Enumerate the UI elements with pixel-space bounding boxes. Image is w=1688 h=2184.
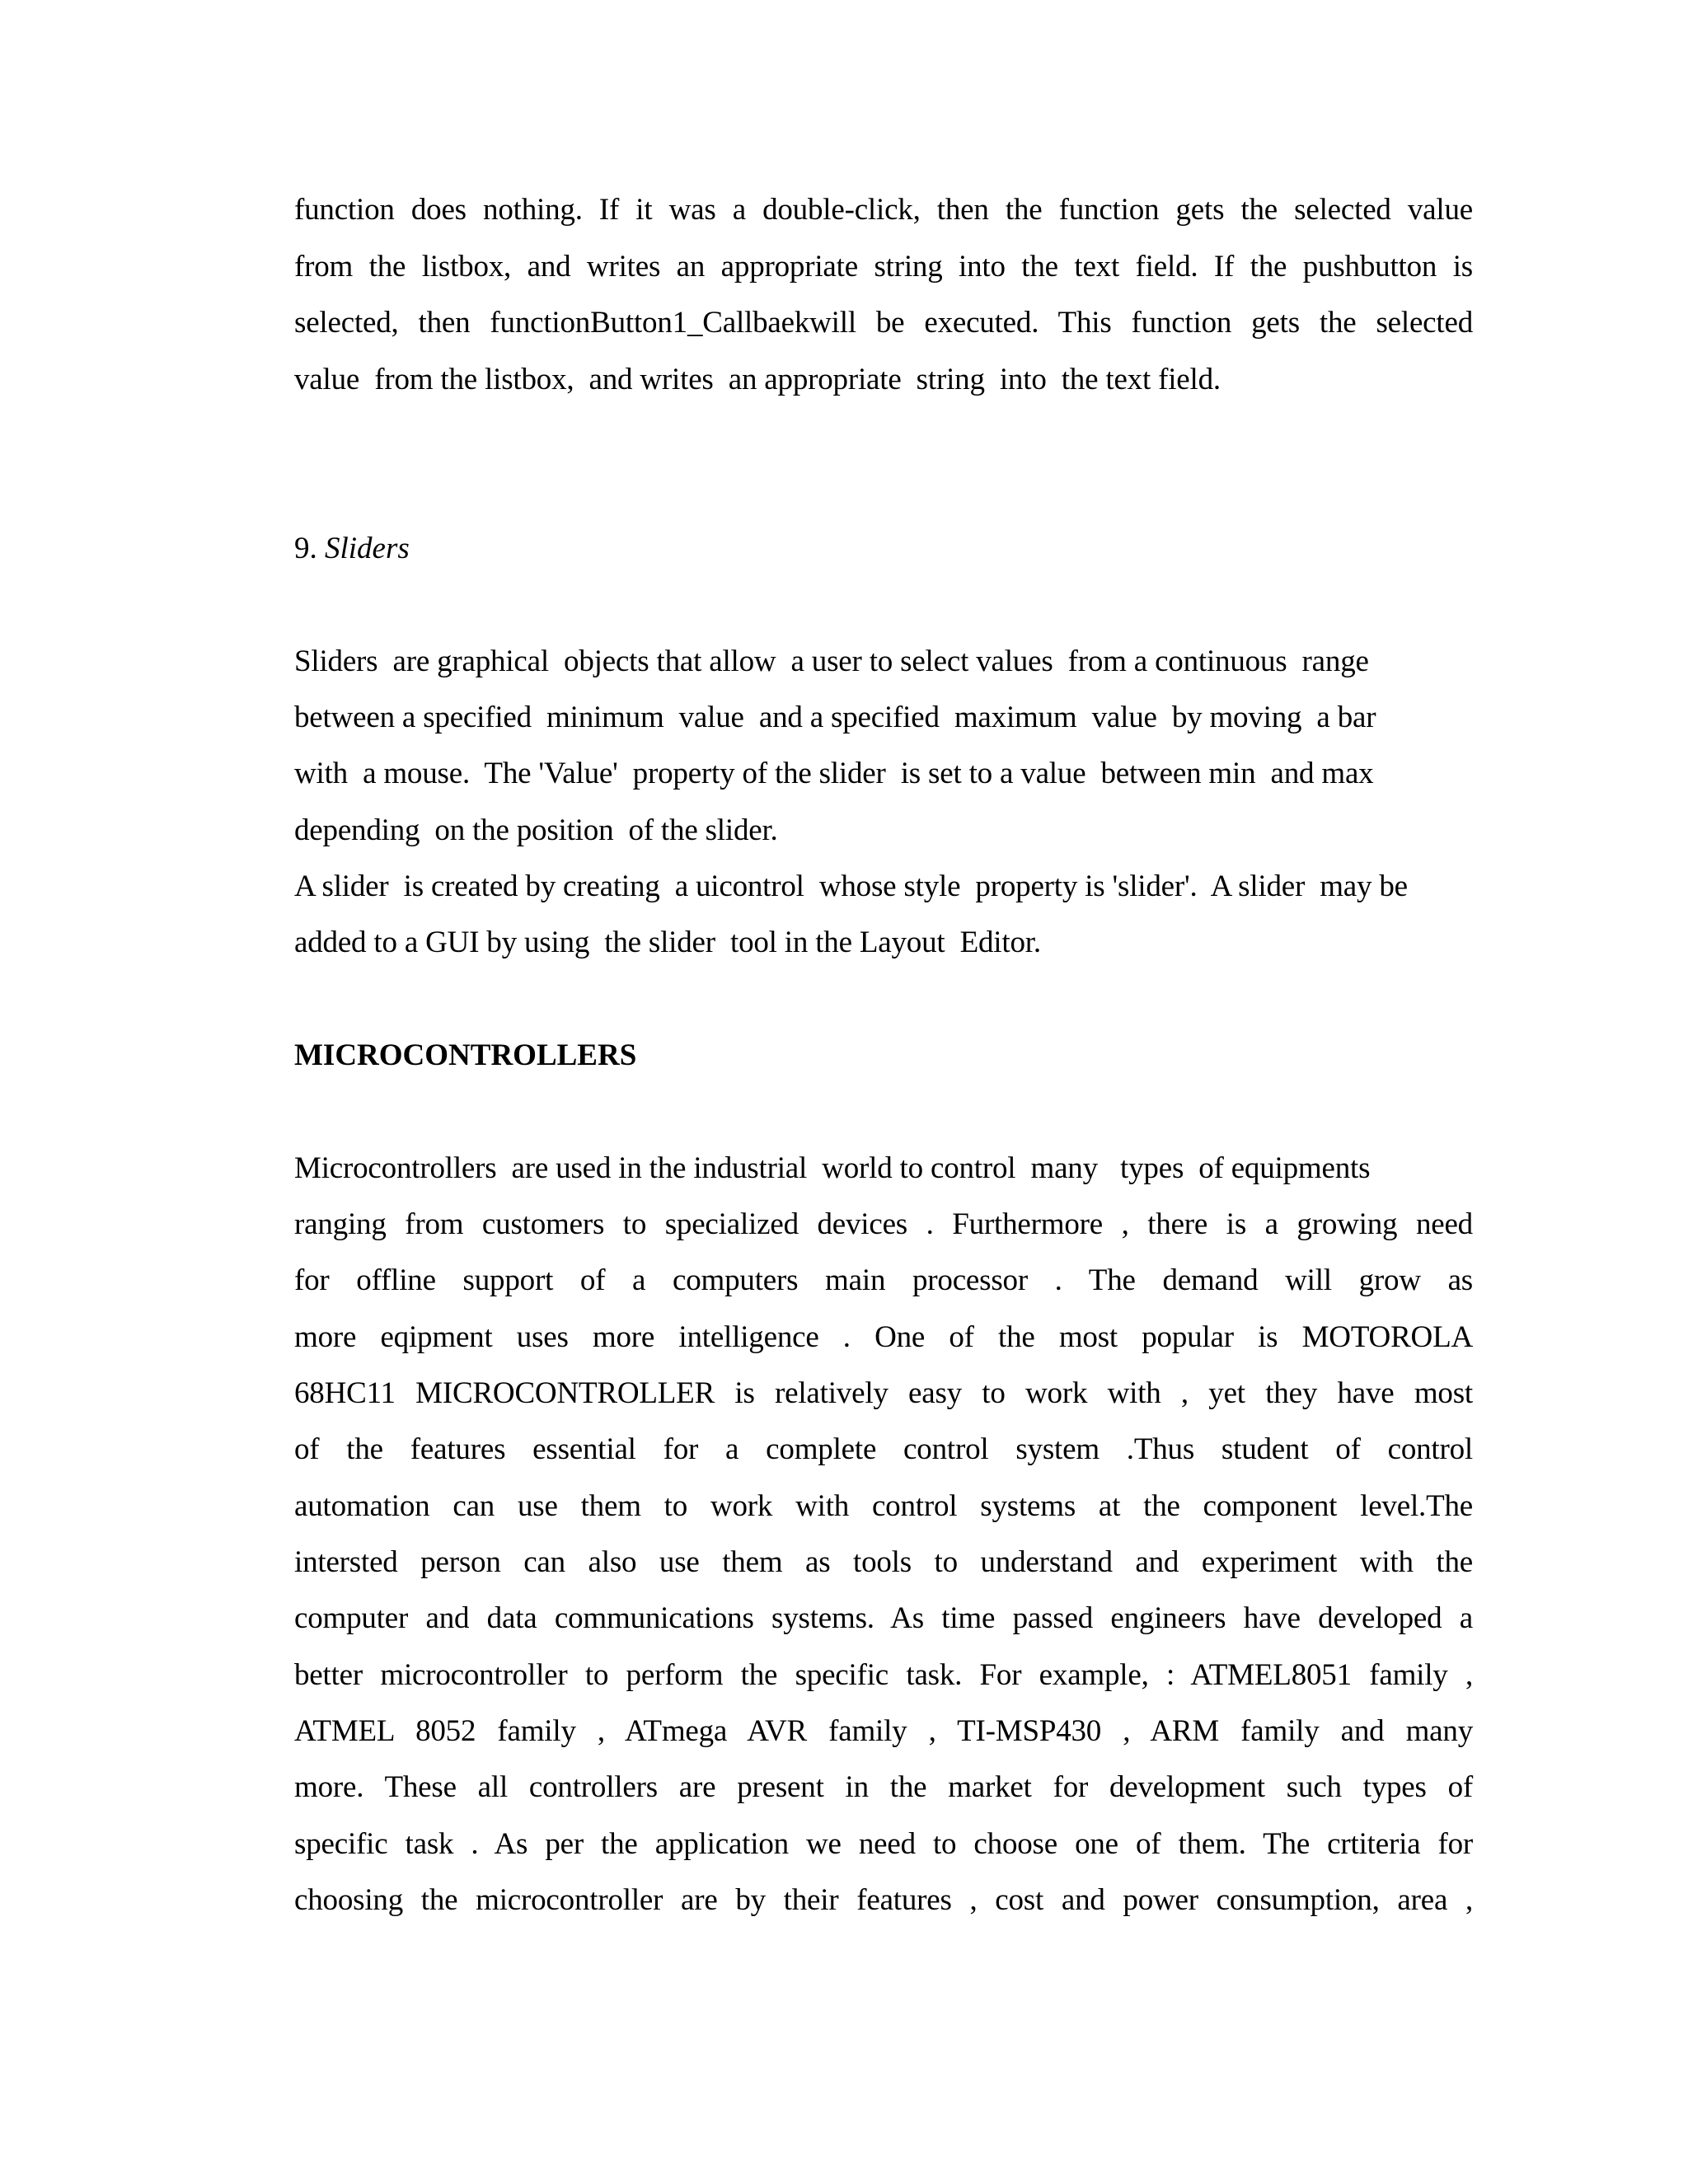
paragraph-line: specific task . As per the application we need to choose one of them. The crtiteria for [294, 1827, 1473, 1861]
paragraph-line: added to a GUI by using the slider tool in the Layout Editor. [294, 926, 1041, 959]
paragraph-line: value from the listbox, and writes an appropriate string into the text field. [294, 363, 1221, 396]
paragraph-line: Microcontrollers are used in the industrial world to control many types of equipments [294, 1151, 1371, 1185]
section-heading-sliders [294, 530, 410, 568]
paragraph-line: ATMEL 8052 family , ATmega AVR family , TI-MSP430 , ARM family and many [294, 1714, 1473, 1748]
paragraph-line: better microcontroller to perform the specific task. For example, : ATMEL8051 family , [294, 1658, 1473, 1692]
paragraph-line: ranging from customers to specialized devices . Furthermore , there is a growing need [294, 1207, 1473, 1241]
paragraph-line: choosing the microcontroller are by their features , cost and power consumption, area , [294, 1883, 1473, 1917]
section-title: Sliders [325, 532, 410, 565]
paragraph-line: for offline support of a computers main processor . The demand will grow as [294, 1263, 1473, 1297]
paragraph-line: more eqipment uses more intelligence . One of the most popular is MOTOROLA [294, 1320, 1473, 1354]
paragraph-line: function does nothing. If it was a double-click, then the function gets the selected value [294, 193, 1473, 227]
paragraph-line: selected, then functionButton1_Callbaekwill be executed. This function gets the selected [294, 306, 1473, 340]
paragraph-line: intersted person can also use them as tools to understand and experiment with the [294, 1545, 1473, 1579]
paragraph-line: automation can use them to work with control systems at the component level.The [294, 1489, 1473, 1523]
paragraph-line: with a mouse. The 'Value' property of the slider is set to a value between min and max [294, 757, 1374, 790]
paragraph-line: computer and data communications systems. As time passed engineers have developed a [294, 1601, 1473, 1635]
paragraph-line: from the listbox, and writes an appropriate string into the text field. If the pushbutton is [294, 250, 1473, 284]
paragraph-line: depending on the position of the slider. [294, 813, 778, 847]
paragraph-line: between a specified minimum value and a specified maximum value by moving a bar [294, 701, 1376, 734]
paragraph-line: A slider is created by creating a uicontrol whose style property is 'slider'. A slider may be [294, 869, 1408, 903]
paragraph-line: Sliders are graphical objects that allow a user to select values from a continuous range [294, 644, 1369, 678]
section-heading-microcontrollers: MICROCONTROLLERS [294, 1038, 637, 1072]
section-number: 9. [294, 532, 317, 565]
paragraph-line: 68HC11 MICROCONTROLLER is relatively easy to work with , yet they have most [294, 1376, 1473, 1410]
paragraph-line: of the features essential for a complete control system .Thus student of control [294, 1432, 1473, 1466]
paragraph-line: more. These all controllers are present in the market for development such types of [294, 1770, 1473, 1804]
